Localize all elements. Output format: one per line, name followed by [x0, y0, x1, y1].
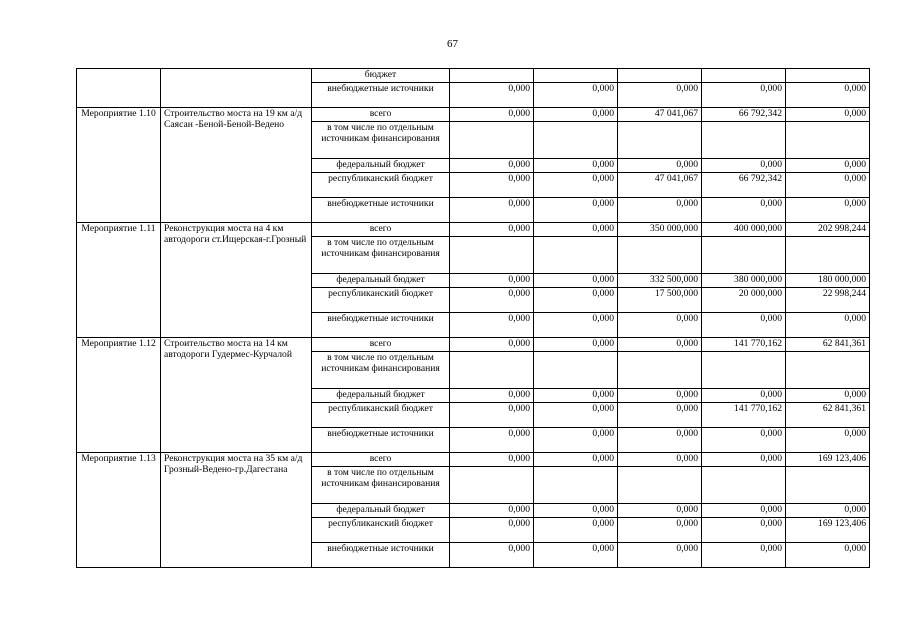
amount-cell: 0,000 — [702, 543, 786, 568]
amount-cell — [702, 467, 786, 504]
amount-cell: 0,000 — [618, 338, 702, 352]
page-number: 67 — [447, 38, 458, 50]
amount-cell: 0,000 — [618, 428, 702, 453]
amount-cell: 0,000 — [534, 313, 618, 338]
amount-cell: 0,000 — [534, 518, 618, 543]
amount-cell: 0,000 — [618, 313, 702, 338]
amount-cell — [786, 69, 870, 83]
amount-cell: 0,000 — [618, 389, 702, 403]
activity-code-cell: Мероприятие 1.11 — [77, 223, 161, 338]
amount-cell — [702, 122, 786, 159]
amount-cell: 0,000 — [618, 453, 702, 467]
amount-cell: 0,000 — [618, 83, 702, 108]
amount-cell: 0,000 — [450, 274, 534, 288]
amount-cell: 0,000 — [702, 198, 786, 223]
amount-cell: 0,000 — [450, 518, 534, 543]
funding-source-cell: внебюджетные источники — [312, 313, 450, 338]
amount-cell — [534, 352, 618, 389]
amount-cell: 0,000 — [534, 173, 618, 198]
amount-cell: 47 041,067 — [618, 173, 702, 198]
amount-cell: 0,000 — [786, 108, 870, 122]
funding-source-cell: всего — [312, 453, 450, 467]
amount-cell: 0,000 — [702, 518, 786, 543]
funding-source-cell: федеральный бюджет — [312, 159, 450, 173]
amount-cell: 0,000 — [786, 198, 870, 223]
amount-cell: 380 000,000 — [702, 274, 786, 288]
amount-cell — [618, 69, 702, 83]
amount-cell: 0,000 — [534, 198, 618, 223]
activity-code-cell: Мероприятие 1.12 — [77, 338, 161, 453]
amount-cell: 0,000 — [534, 428, 618, 453]
amount-cell — [786, 237, 870, 274]
amount-cell — [618, 237, 702, 274]
amount-cell: 0,000 — [702, 159, 786, 173]
amount-cell: 66 792,342 — [702, 173, 786, 198]
amount-cell: 350 000,000 — [618, 223, 702, 237]
financing-table — [76, 68, 870, 568]
amount-cell — [786, 467, 870, 504]
funding-source-cell: всего — [312, 338, 450, 352]
amount-cell: 0,000 — [534, 83, 618, 108]
amount-cell: 0,000 — [534, 288, 618, 313]
amount-cell: 0,000 — [534, 223, 618, 237]
amount-cell: 0,000 — [534, 389, 618, 403]
amount-cell: 169 123,406 — [786, 453, 870, 467]
amount-cell — [618, 352, 702, 389]
amount-cell: 332 500,000 — [618, 274, 702, 288]
funding-source-cell: внебюджетные источники — [312, 198, 450, 223]
amount-cell: 141 770,162 — [702, 338, 786, 352]
activity-name-cell: Строительство моста на 19 км а/д Саясан -Беной-Беной-Ведено — [161, 108, 312, 223]
amount-cell: 20 000,000 — [702, 288, 786, 313]
activity-name-cell — [161, 69, 312, 108]
amount-cell: 0,000 — [450, 504, 534, 518]
amount-cell: 0,000 — [786, 428, 870, 453]
amount-cell: 0,000 — [450, 159, 534, 173]
amount-cell: 0,000 — [618, 159, 702, 173]
amount-cell: 0,000 — [450, 453, 534, 467]
amount-cell: 0,000 — [786, 313, 870, 338]
funding-source-cell: республиканский бюджет — [312, 173, 450, 198]
amount-cell: 22 998,244 — [786, 288, 870, 313]
amount-cell: 0,000 — [534, 504, 618, 518]
activity-name-cell: Реконструкция моста на 4 км автодороги ст.Ищерская-г.Грозный — [161, 223, 312, 338]
funding-source-cell: в том числе по отдельным источникам финансирования — [312, 237, 450, 274]
amount-cell: 0,000 — [450, 543, 534, 568]
table-row — [77, 453, 870, 467]
funding-source-cell: в том числе по отдельным источникам финансирования — [312, 352, 450, 389]
amount-cell: 47 041,067 — [618, 108, 702, 122]
amount-cell — [786, 122, 870, 159]
amount-cell: 0,000 — [786, 504, 870, 518]
amount-cell — [618, 467, 702, 504]
amount-cell — [618, 122, 702, 159]
amount-cell: 0,000 — [534, 108, 618, 122]
amount-cell: 141 770,162 — [702, 403, 786, 428]
amount-cell: 180 000,000 — [786, 274, 870, 288]
amount-cell: 0,000 — [534, 159, 618, 173]
amount-cell: 0,000 — [450, 389, 534, 403]
amount-cell: 0,000 — [786, 159, 870, 173]
amount-cell: 0,000 — [786, 389, 870, 403]
activity-code-cell — [77, 69, 161, 108]
amount-cell: 0,000 — [786, 173, 870, 198]
amount-cell — [450, 237, 534, 274]
amount-cell: 0,000 — [702, 83, 786, 108]
table-row — [77, 338, 870, 352]
amount-cell: 0,000 — [618, 403, 702, 428]
table-body — [77, 69, 870, 568]
amount-cell: 0,000 — [450, 198, 534, 223]
table-row — [77, 223, 870, 237]
amount-cell: 169 123,406 — [786, 518, 870, 543]
amount-cell: 0,000 — [702, 389, 786, 403]
amount-cell: 0,000 — [702, 313, 786, 338]
amount-cell: 0,000 — [534, 453, 618, 467]
amount-cell: 202 998,244 — [786, 223, 870, 237]
amount-cell: 0,000 — [786, 543, 870, 568]
amount-cell — [450, 352, 534, 389]
amount-cell: 400 000,000 — [702, 223, 786, 237]
amount-cell — [786, 352, 870, 389]
funding-source-cell: всего — [312, 108, 450, 122]
amount-cell: 0,000 — [618, 543, 702, 568]
amount-cell: 0,000 — [618, 198, 702, 223]
amount-cell: 62 841,361 — [786, 338, 870, 352]
amount-cell — [702, 237, 786, 274]
amount-cell — [534, 467, 618, 504]
funding-source-cell: внебюджетные источники — [312, 543, 450, 568]
amount-cell: 0,000 — [450, 108, 534, 122]
activity-name-cell: Реконструкция моста на 35 км а/д Грозный-Ведено-гр.Дагестана — [161, 453, 312, 568]
funding-source-cell: республиканский бюджет — [312, 288, 450, 313]
amount-cell: 66 792,342 — [702, 108, 786, 122]
amount-cell: 0,000 — [450, 223, 534, 237]
table-row — [77, 69, 870, 83]
amount-cell — [450, 467, 534, 504]
amount-cell — [702, 352, 786, 389]
funding-source-cell: всего — [312, 223, 450, 237]
funding-source-cell: республиканский бюджет — [312, 403, 450, 428]
funding-source-cell: в том числе по отдельным источникам финансирования — [312, 122, 450, 159]
amount-cell — [534, 69, 618, 83]
amount-cell: 0,000 — [450, 173, 534, 198]
funding-source-cell: республиканский бюджет — [312, 518, 450, 543]
activity-code-cell: Мероприятие 1.10 — [77, 108, 161, 223]
amount-cell: 0,000 — [618, 518, 702, 543]
amount-cell: 0,000 — [786, 83, 870, 108]
amount-cell — [534, 122, 618, 159]
amount-cell: 0,000 — [450, 403, 534, 428]
amount-cell: 0,000 — [534, 274, 618, 288]
funding-source-cell: в том числе по отдельным источникам финансирования — [312, 467, 450, 504]
amount-cell: 0,000 — [450, 83, 534, 108]
funding-source-cell: внебюджетные источники — [312, 83, 450, 108]
funding-source-cell: федеральный бюджет — [312, 274, 450, 288]
amount-cell — [534, 237, 618, 274]
amount-cell: 0,000 — [618, 504, 702, 518]
amount-cell: 0,000 — [702, 504, 786, 518]
amount-cell: 0,000 — [450, 313, 534, 338]
amount-cell: 17 500,000 — [618, 288, 702, 313]
amount-cell — [450, 69, 534, 83]
activity-name-cell: Строительство моста на 14 км автодороги Гудермес-Курчалой — [161, 338, 312, 453]
amount-cell: 0,000 — [702, 453, 786, 467]
amount-cell: 0,000 — [702, 428, 786, 453]
activity-code-cell: Мероприятие 1.13 — [77, 453, 161, 568]
funding-source-cell: федеральный бюджет — [312, 504, 450, 518]
funding-source-cell: бюджет — [312, 69, 450, 83]
amount-cell: 0,000 — [450, 428, 534, 453]
funding-source-cell: внебюджетные источники — [312, 428, 450, 453]
table-row — [77, 108, 870, 122]
amount-cell: 0,000 — [450, 338, 534, 352]
funding-source-cell: федеральный бюджет — [312, 389, 450, 403]
amount-cell — [702, 69, 786, 83]
amount-cell: 0,000 — [534, 338, 618, 352]
amount-cell: 62 841,361 — [786, 403, 870, 428]
amount-cell: 0,000 — [534, 403, 618, 428]
amount-cell: 0,000 — [534, 543, 618, 568]
amount-cell — [450, 122, 534, 159]
amount-cell: 0,000 — [450, 288, 534, 313]
